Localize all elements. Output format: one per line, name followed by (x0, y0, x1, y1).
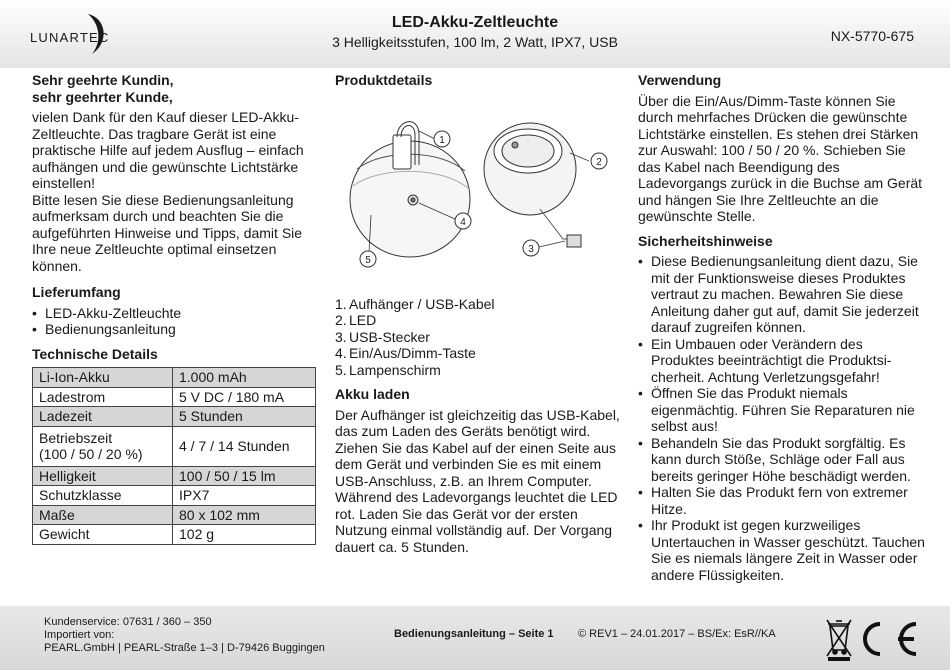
table-row (33, 505, 316, 525)
importer-address: PEARL.GmbH | PEARL-Straße 1–3 | D-79426 Buggingen (44, 642, 325, 654)
column-right (638, 72, 928, 583)
list-item: • Halten Sie das Produkt fern von extremer Hitze. (638, 484, 928, 517)
spec-label-line-2: (100 / 50 / 20 %) (39, 446, 143, 462)
part-number: 4. (335, 345, 347, 361)
lieferumfang-list (32, 305, 317, 338)
list-item: • Diese Bedienungsanleitung dient dazu, Sie mit der Funktionsweise dieses Produktes vertraut zu machen. Bewahren Sie diese Anleitung daher gut auf, damit Sie jederzeit darauf zugreifen können. (638, 253, 928, 336)
produkt-heading: Produktdetails (335, 72, 433, 88)
part-label: Lampenschirm (349, 361, 441, 378)
article-number: NX-5770-675 (830, 28, 914, 44)
greeting-line-2: sehr geehrter Kunde, (32, 88, 173, 105)
importer-info (44, 616, 325, 655)
svg-text:LUNARTEC: LUNARTEC (30, 30, 110, 45)
table-row (33, 525, 316, 545)
part-label: LED (349, 312, 377, 328)
list-item: • Ihr Produkt ist gegen kurzweiliges Untertauchen in Wasser geschützt. Tauchen Sie es niemals längere Zeit in Wasser oder andere Flüssigkeiten. (638, 517, 928, 583)
spec-value: 100 / 50 / 15 lm (173, 466, 316, 486)
list-item (335, 312, 620, 329)
column-left (32, 72, 317, 545)
greeting (32, 72, 317, 105)
parts-list (335, 296, 620, 379)
akku-heading: Akku laden (335, 386, 410, 402)
part-label: Ein/Aus/Dimm-Taste (349, 345, 476, 361)
table-row (33, 368, 316, 388)
part-number: 5. (335, 361, 347, 378)
callout-label: 2 (596, 156, 602, 168)
page-header (0, 0, 950, 68)
table-row (33, 407, 316, 427)
table-row (33, 426, 316, 466)
safety-list (638, 253, 928, 583)
list-item: • Öffnen Sie das Produkt niemals eigenmächtig. Führen Sie Reparaturen nie selbst aus! (638, 385, 928, 435)
list-item (335, 362, 620, 379)
part-number: 2. (335, 312, 347, 328)
part-number: 3. (335, 328, 347, 345)
customer-service: Kundenservice: 07631 / 360 – 350 (44, 616, 212, 628)
list-item (335, 329, 620, 346)
list-item: • Bedienungsanleitung (32, 321, 317, 338)
page-indicator: Bedienungsanleitung – Seite 1 (394, 628, 554, 640)
greeting-line-1: Sehr geehrte Kundin, (32, 72, 174, 88)
list-item (335, 296, 620, 313)
spec-value: 5 Stunden (173, 407, 316, 427)
list-item: • Ein Umbauen oder Verändern des Produktes beeinträchtigt die Produktsi-cherheit. Achtung Verletzungsgefahr! (638, 336, 928, 386)
spec-label: Schutzklasse (33, 486, 173, 506)
spec-value: 80 x 102 mm (173, 505, 316, 525)
brand-logo (30, 12, 140, 56)
table-row (33, 486, 316, 506)
list-item (335, 345, 620, 362)
verwendung-heading: Verwendung (638, 72, 722, 88)
intro-paragraph-2: Bitte lesen Sie diese Bedienungsanleitung aufmerksam durch und beachten Sie die aufgeführten Hinweise und Tipps, damit Sie Ihre neue Zeltleuchte optimal einsetzen können. (32, 191, 303, 274)
importer-label: Importiert von: (44, 629, 115, 641)
verwendung-paragraph: Über die Ein/Aus/Dimm-Taste können Sie durch mehrfaches Drücken die gewünschte Lichtstärke einstellen. Es stehen drei Stärken zur Auswahl: 100 / 50 / 20 %. Schieben Sie das Kabel nach Beendigung des Ladevorgangs zurück in die Buchse am Gerät und hängen Sie Ihre Zeltleuchte an die gewünschte Stelle. (638, 92, 923, 224)
spec-value: 5 V DC / 180 mA (173, 387, 316, 407)
spec-value: IPX7 (173, 486, 316, 506)
part-number: 1. (335, 295, 347, 312)
lieferumfang-heading: Lieferumfang (32, 284, 121, 300)
spec-value: 4 / 7 / 14 Stunden (173, 426, 316, 466)
weee-bin-icon (827, 620, 851, 661)
spec-label-line-1: Betriebszeit (39, 429, 113, 446)
ce-mark-icon (865, 624, 916, 654)
technische-heading: Technische Details (32, 345, 158, 362)
spec-label: Maße (33, 505, 173, 525)
spec-label: Gewicht (33, 525, 173, 545)
table-row (33, 387, 316, 407)
callout-label: 5 (365, 254, 371, 266)
spec-label: Helligkeit (33, 466, 173, 486)
spec-label: Ladestrom (33, 387, 173, 407)
revision-info: © REV1 – 24.01.2017 – BS/Ex: EsR//KA (578, 628, 776, 640)
callout-label: 4 (460, 216, 466, 228)
sicherheit-heading: Sicherheitshinweise (638, 232, 773, 249)
spec-value: 102 g (173, 525, 316, 545)
spec-label: Li-Ion-Akku (33, 368, 173, 388)
compliance-marks (824, 614, 924, 664)
list-item: • LED-Akku-Zeltleuchte (32, 305, 317, 322)
spec-label (33, 426, 173, 466)
callout-label: 3 (528, 243, 534, 255)
document-subtitle: 3 Helligkeitsstufen, 100 lm, 2 Watt, IPX7, USB (332, 34, 618, 50)
column-middle (335, 72, 620, 555)
spec-label: Ladezeit (33, 407, 173, 427)
list-item: • Behandeln Sie das Produkt sorgfältig. Es kann durch Stöße, Schläge oder Fall aus bereits geringer Höhe beschädigt werden. (638, 435, 928, 485)
part-label: Aufhänger / USB-Kabel (349, 295, 495, 312)
product-illustration (335, 91, 620, 291)
spec-value: 1.000 mAh (173, 368, 316, 388)
callout-label: 1 (439, 134, 445, 146)
page-footer (0, 606, 950, 670)
part-label: USB-Stecker (349, 328, 430, 345)
akku-paragraph: Der Aufhänger ist gleichzeitig das USB-Kabel, das zum Laden des Geräts benötigt wird. Ziehen Sie das Kabel auf der einen Seite aus dem Gerät und verbinden Sie es mit einem USB-Anschluss, z.B. an Ihrem Computer. Während des Ladevorgangs leuchtet die LED rot. Laden Sie das Gerät vor der ersten Nutzung einmal vollständig auf. Der Vorgang dauert ca. 5 Stunden. (335, 406, 620, 555)
document-title: LED-Akku-Zeltleuchte (391, 14, 559, 31)
spec-table (32, 367, 316, 545)
table-row (33, 466, 316, 486)
intro-paragraph-1: vielen Dank für den Kauf dieser LED-Akku-Zeltleuchte. Das tragbare Gerät ist eine praktische Hilfe auf jedem Ausflug – einfach aufhängen und die gewünschte Lichtstärke einstellen! (32, 109, 304, 191)
